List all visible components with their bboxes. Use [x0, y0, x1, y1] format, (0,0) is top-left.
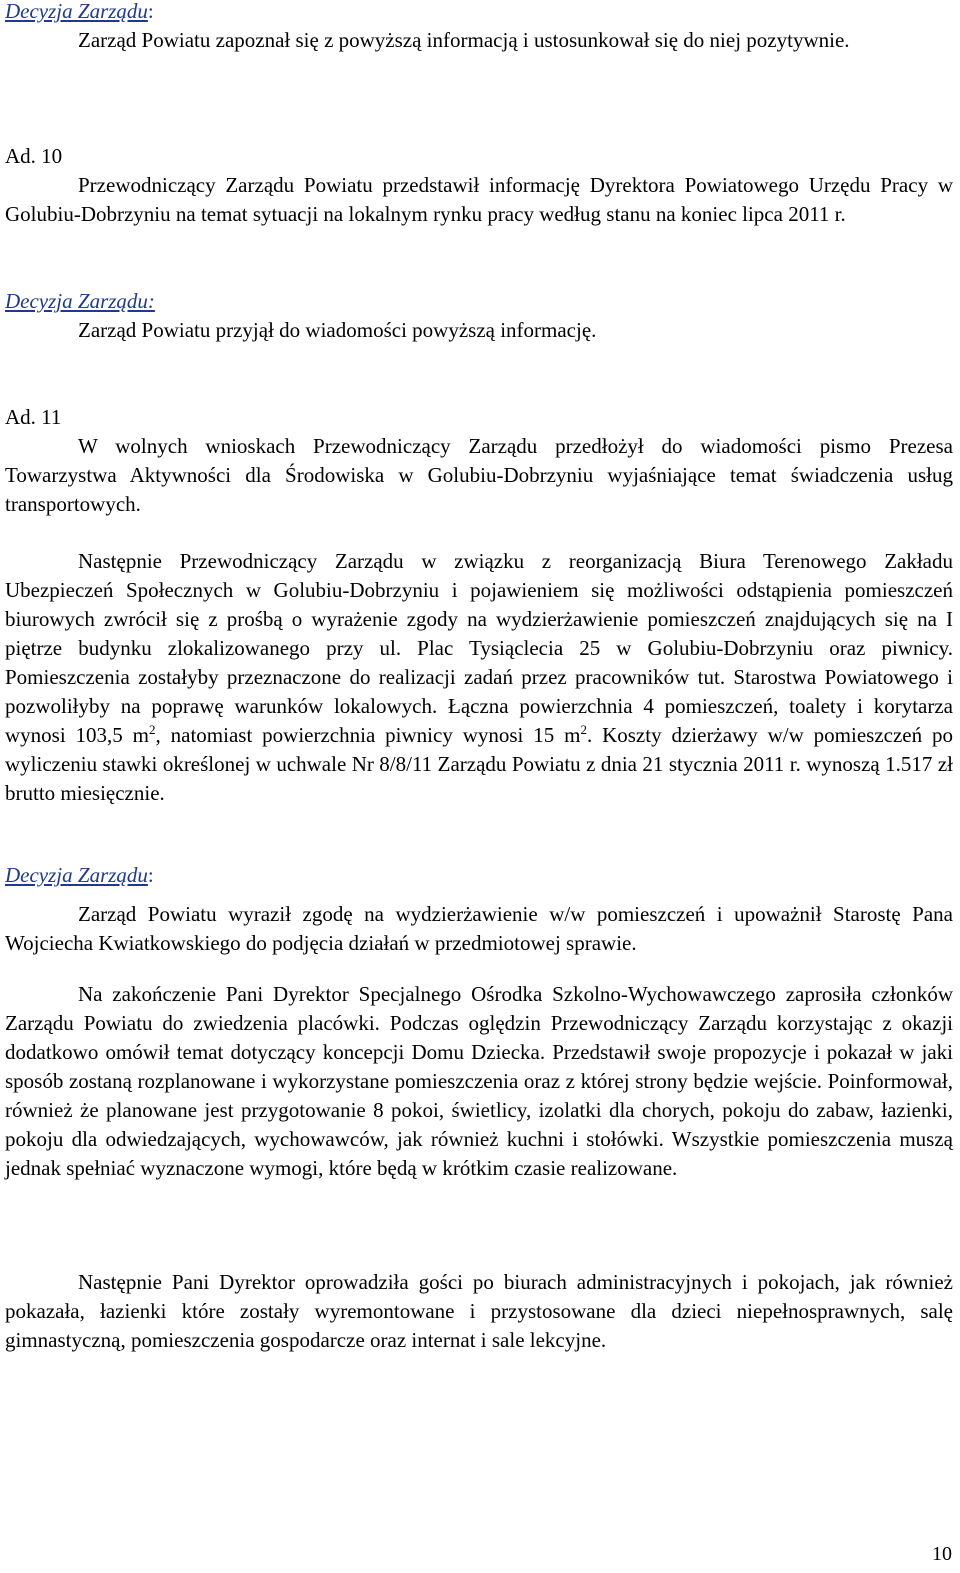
decision-heading-colon: : — [147, 0, 154, 23]
superscript: 2 — [580, 722, 587, 737]
decision-block-3 — [5, 861, 953, 958]
page-number: 10 — [932, 1543, 952, 1565]
agenda-text: Przewodniczący Zarządu Powiatu przedstawił informację Dyrektora Powiatowego Urzędu Pracy w Golubiu-Dobrzyniu na temat sytuacji na lokalnym rynku pracy według stanu na koniec lipca 2011 r. — [5, 173, 953, 226]
decision-heading-text: Decyzja Zarządu: — [5, 289, 155, 313]
decision-heading — [5, 861, 953, 890]
decision-heading-colon: : — [147, 863, 154, 887]
agenda-item-10 — [5, 142, 953, 229]
decision-block-1 — [5, 0, 953, 55]
decision-block-2 — [5, 287, 953, 345]
decision-heading-text: Decyzja Zarządu — [5, 863, 148, 887]
decision-text: Zarząd Powiatu wyraził zgodę na wydzierżawienie w/w pomieszczeń i upoważnił Starostę Pana Wojciecha Kwiatkowskiego do podjęcia działań w przedmiotowej sprawie. — [5, 902, 953, 955]
decision-text: Zarząd Powiatu zapoznał się z powyższą informacją i ustosunkował się do niej pozytywnie. — [78, 28, 850, 52]
text-part-2: , natomiast powierzchnia piwnicy wynosi 15 m — [155, 723, 581, 747]
decision-text: Zarząd Powiatu przyjął do wiadomości powyższą informację. — [78, 318, 597, 342]
agenda-item-11 — [5, 403, 953, 519]
agenda-label: Ad. 10 — [5, 144, 63, 168]
text-part-3: . Koszty dzierżawy w/w pomieszczeń po wyliczeniu stawki określonej w uchwale Nr 8/8/11 Zarządu Powiatu z dnia 21 stycznia 2011 r. wynoszą 1.517 zł brutto miesięcznie. — [5, 723, 953, 805]
paragraph-text — [5, 547, 953, 808]
decision-heading — [5, 0, 953, 26]
decision-heading-text: Decyzja Zarządu — [5, 0, 148, 23]
paragraph-text: Następnie Pani Dyrektor oprowadziła gości po biurach administracyjnych i pokojach, jak również pokazała, łazienki które zostały wyremontowane i przystosowane dla dzieci niepełnosprawnych, salę gimnastyczną, pomieszczenia gospodarcze oraz internat i sale lekcyjne. — [5, 1270, 953, 1352]
paragraph-tour — [5, 1268, 953, 1355]
paragraph-text: Na zakończenie Pani Dyrektor Specjalnego Ośrodka Szkolno-Wychowawczego zaprosiła członków Zarządu Powiatu do zwiedzenia placówki. Podczas oględzin Przewodniczący Zarządu korzystając z okazji dodatkowo omówił temat dotyczący koncepcji Domu Dziecka. Przedstawił swoje propozycje i pokazał w jaki sposób zostaną rozplanowane i wykorzystane pomieszczenia oraz z której strony będzie wejście. Poinformował, również że planowane jest przygotowanie 8 pokoi, świetlicy, izolatki dla chorych, pokoju do zabaw, łazienki, pokoju dla odwiedzających, wychowawców, jak również kuchni i stołówki. Wszystkie pomieszczenia muszą jednak spełniać wyznaczone wymogi, które będą w krótkim czasie realizowane. — [5, 982, 953, 1180]
paragraph-lease-request — [5, 547, 953, 808]
text-part-1: Następnie Przewodniczący Zarządu w związku z reorganizacją Biura Terenowego Zakładu Ubezpieczeń Społecznych w Golubiu-Dobrzyniu i pojawieniem się możliwości odstąpienia pomieszczeń biurowych zwrócił się z prośbą o wyrażenie zgody na wydzierżawienie pomieszczeń znajdujących się na I piętrze budynku zlokalizowanego przy ul. Plac Tysiąclecia 25 w Golubiu-Dobrzyniu oraz piwnicy. Pomieszczenia zostałyby przeznaczone do realizacji zadań przez pracowników tut. Starostwa Powiatowego i pozwoliłyby na poprawę warunków lokalowych. Łączna powierzchnia 4 pomieszczeń, toalety i korytarza wynosi 103,5 m — [5, 549, 953, 747]
decision-heading — [5, 287, 953, 316]
agenda-text: W wolnych wnioskach Przewodniczący Zarządu przedłożył do wiadomości pismo Prezesa Towarzystwa Aktywności dla Środowiska w Golubiu-Dobrzyniu wyjaśniające temat świadczenia usług transportowych. — [5, 434, 953, 516]
superscript: 2 — [149, 722, 156, 737]
agenda-label: Ad. 11 — [5, 405, 62, 429]
paragraph-visit — [5, 980, 953, 1183]
